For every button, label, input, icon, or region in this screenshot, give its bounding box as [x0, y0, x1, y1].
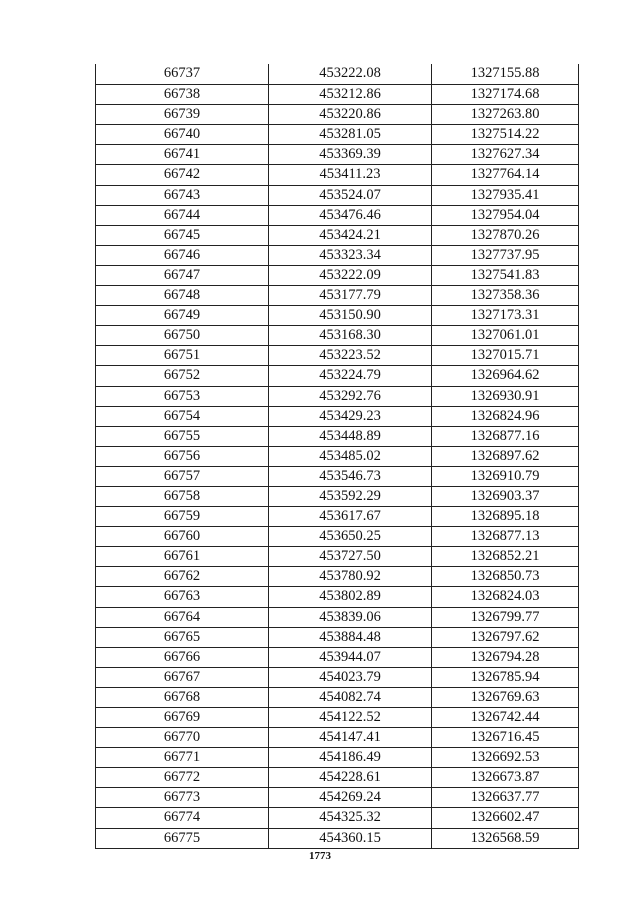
y-coordinate-cell: 1326692.53	[470, 749, 540, 766]
x-coordinate-cell: 453220.86	[269, 105, 432, 124]
table-row	[96, 787, 578, 807]
table-row	[96, 325, 578, 345]
y-coordinate-cell: 1326877.16	[470, 427, 540, 444]
table-row	[96, 64, 578, 84]
table-row	[96, 406, 578, 426]
x-coordinate-cell: 453546.73	[269, 467, 432, 486]
table-row	[96, 546, 578, 566]
table-row	[96, 365, 578, 385]
y-coordinate-cell: 1326850.73	[470, 568, 540, 585]
y-coordinate-cell: 1327954.04	[470, 206, 540, 223]
point-id-cell: 66758	[96, 487, 269, 506]
x-coordinate-cell: 454186.49	[269, 748, 432, 767]
x-coordinate-cell: 453222.08	[269, 64, 432, 84]
table-row	[96, 164, 578, 184]
y-coordinate-cell: 1327173.31	[470, 307, 540, 324]
x-coordinate-cell: 454122.52	[269, 708, 432, 727]
x-coordinate-cell: 453177.79	[269, 286, 432, 305]
point-id-cell: 66759	[96, 507, 269, 526]
point-id-cell: 66768	[96, 688, 269, 707]
x-coordinate-cell: 454360.15	[269, 829, 432, 848]
y-coordinate-cell: 1326602.47	[470, 809, 540, 826]
x-coordinate-cell: 453369.39	[269, 145, 432, 164]
y-coordinate-cell: 1327541.83	[470, 266, 540, 283]
table-row	[96, 647, 578, 667]
y-coordinate-cell: 1326824.96	[470, 407, 540, 424]
x-coordinate-cell: 454082.74	[269, 688, 432, 707]
point-id-cell: 66760	[96, 527, 269, 546]
y-coordinate-cell: 1326964.62	[470, 367, 540, 384]
x-coordinate-cell: 454023.79	[269, 668, 432, 687]
table-row	[96, 245, 578, 265]
y-coordinate-cell: 1326910.79	[470, 467, 540, 484]
x-coordinate-cell: 453448.89	[269, 427, 432, 446]
point-id-cell: 66753	[96, 387, 269, 406]
y-coordinate-cell: 1327935.41	[470, 186, 540, 203]
point-id-cell: 66771	[96, 748, 269, 767]
y-coordinate-cell: 1326895.18	[470, 508, 540, 525]
table-row	[96, 486, 578, 506]
y-coordinate-cell: 1326769.63	[470, 688, 540, 705]
y-coordinate-cell: 1326877.13	[470, 528, 540, 545]
point-id-cell: 66739	[96, 105, 269, 124]
table-row	[96, 386, 578, 406]
point-id-cell: 66756	[96, 447, 269, 466]
point-id-cell: 66747	[96, 266, 269, 285]
table-row	[96, 707, 578, 727]
x-coordinate-cell: 453727.50	[269, 547, 432, 566]
table-row	[96, 526, 578, 546]
point-id-cell: 66775	[96, 829, 269, 848]
table-row	[96, 566, 578, 586]
point-id-cell: 66762	[96, 567, 269, 586]
table-row	[96, 466, 578, 486]
point-id-cell: 66763	[96, 587, 269, 606]
point-id-cell: 66773	[96, 788, 269, 807]
x-coordinate-cell: 453524.07	[269, 186, 432, 205]
table-row	[96, 607, 578, 627]
y-coordinate-cell: 1326797.62	[470, 628, 540, 645]
y-coordinate-cell: 1326673.87	[470, 769, 540, 786]
x-coordinate-cell: 453222.09	[269, 266, 432, 285]
point-id-cell: 66766	[96, 648, 269, 667]
y-coordinate-cell: 1326897.62	[470, 447, 540, 464]
table-row	[96, 124, 578, 144]
table-row	[96, 828, 578, 848]
table-row	[96, 205, 578, 225]
x-coordinate-cell: 454228.61	[269, 768, 432, 787]
table-row	[96, 104, 578, 124]
x-coordinate-cell: 454147.41	[269, 728, 432, 747]
point-id-cell: 66757	[96, 467, 269, 486]
table-row	[96, 185, 578, 205]
point-id-cell: 66744	[96, 206, 269, 225]
table-row	[96, 225, 578, 245]
point-id-cell: 66752	[96, 366, 269, 385]
point-id-cell: 66740	[96, 125, 269, 144]
table-row	[96, 446, 578, 466]
x-coordinate-cell: 453617.67	[269, 507, 432, 526]
table-row	[96, 767, 578, 787]
table-row	[96, 667, 578, 687]
y-coordinate-cell: 1326785.94	[470, 668, 540, 685]
table-row	[96, 305, 578, 325]
point-id-cell: 66754	[96, 407, 269, 426]
x-coordinate-cell: 453224.79	[269, 366, 432, 385]
table-row	[96, 84, 578, 104]
y-coordinate-cell: 1327174.68	[470, 86, 540, 103]
table-row	[96, 747, 578, 767]
y-coordinate-cell: 1327263.80	[470, 106, 540, 123]
x-coordinate-cell: 453168.30	[269, 326, 432, 345]
y-coordinate-cell: 1326824.03	[470, 588, 540, 605]
x-coordinate-cell: 454325.32	[269, 808, 432, 827]
point-id-cell: 66738	[96, 85, 269, 104]
y-coordinate-cell: 1326930.91	[470, 387, 540, 404]
x-coordinate-cell: 453802.89	[269, 587, 432, 606]
table-row	[96, 727, 578, 747]
x-coordinate-cell: 453150.90	[269, 306, 432, 325]
point-id-cell: 66767	[96, 668, 269, 687]
y-coordinate-cell: 1326794.28	[470, 648, 540, 665]
table-row	[96, 285, 578, 305]
point-id-cell: 66755	[96, 427, 269, 446]
y-coordinate-cell: 1327015.71	[470, 347, 540, 364]
table-row	[96, 807, 578, 827]
y-coordinate-cell: 1326903.37	[470, 487, 540, 504]
point-id-cell: 66750	[96, 326, 269, 345]
x-coordinate-cell: 454269.24	[269, 788, 432, 807]
table-row	[96, 144, 578, 164]
y-coordinate-cell: 1327358.36	[470, 287, 540, 304]
y-coordinate-cell: 1326742.44	[470, 709, 540, 725]
point-id-cell: 66749	[96, 306, 269, 325]
table-row	[96, 265, 578, 285]
x-coordinate-cell: 453281.05	[269, 125, 432, 144]
point-id-cell: 66743	[96, 186, 269, 205]
point-id-cell: 66764	[96, 608, 269, 627]
table-row	[96, 426, 578, 446]
x-coordinate-cell: 453476.46	[269, 206, 432, 225]
y-coordinate-cell: 1327764.14	[470, 166, 540, 183]
table-row	[96, 687, 578, 707]
x-coordinate-cell: 453884.48	[269, 628, 432, 647]
x-coordinate-cell: 453485.02	[269, 447, 432, 466]
table-row	[96, 627, 578, 647]
x-coordinate-cell: 453223.52	[269, 346, 432, 365]
point-id-cell: 66774	[96, 808, 269, 827]
y-coordinate-cell: 1326637.77	[470, 789, 540, 806]
page-number: 1773	[309, 850, 331, 862]
point-id-cell: 66769	[96, 708, 269, 727]
table-row	[96, 586, 578, 606]
point-id-cell: 66772	[96, 768, 269, 787]
point-id-cell: 66737	[96, 64, 269, 84]
y-coordinate-cell: 1327870.26	[470, 226, 540, 243]
table-row	[96, 506, 578, 526]
x-coordinate-cell: 453944.07	[269, 648, 432, 667]
point-id-cell: 66746	[96, 246, 269, 265]
point-id-cell: 66770	[96, 728, 269, 747]
point-id-cell: 66741	[96, 145, 269, 164]
point-id-cell: 66748	[96, 286, 269, 305]
x-coordinate-cell: 453780.92	[269, 567, 432, 586]
point-id-cell: 66742	[96, 165, 269, 184]
y-coordinate-cell: 1326852.21	[470, 548, 540, 565]
y-coordinate-cell: 1326568.59	[470, 829, 540, 846]
x-coordinate-cell: 453411.23	[269, 165, 432, 184]
coordinates-table	[95, 64, 579, 849]
y-coordinate-cell: 1327627.34	[470, 146, 540, 163]
x-coordinate-cell: 453839.06	[269, 608, 432, 627]
table-row	[96, 345, 578, 365]
x-coordinate-cell: 453323.34	[269, 246, 432, 265]
y-coordinate-cell: 1327155.88	[470, 65, 540, 81]
x-coordinate-cell: 453424.21	[269, 226, 432, 245]
point-id-cell: 66751	[96, 346, 269, 365]
y-coordinate-cell: 1327061.01	[470, 327, 540, 344]
x-coordinate-cell: 453650.25	[269, 527, 432, 546]
y-coordinate-cell: 1326799.77	[470, 608, 540, 625]
x-coordinate-cell: 453292.76	[269, 387, 432, 406]
point-id-cell: 66745	[96, 226, 269, 245]
y-coordinate-cell: 1327514.22	[470, 126, 540, 143]
x-coordinate-cell: 453592.29	[269, 487, 432, 506]
x-coordinate-cell: 453429.23	[269, 407, 432, 426]
point-id-cell: 66761	[96, 547, 269, 566]
x-coordinate-cell: 453212.86	[269, 85, 432, 104]
y-coordinate-cell: 1326716.45	[470, 729, 540, 746]
point-id-cell: 66765	[96, 628, 269, 647]
y-coordinate-cell: 1327737.95	[470, 246, 540, 263]
